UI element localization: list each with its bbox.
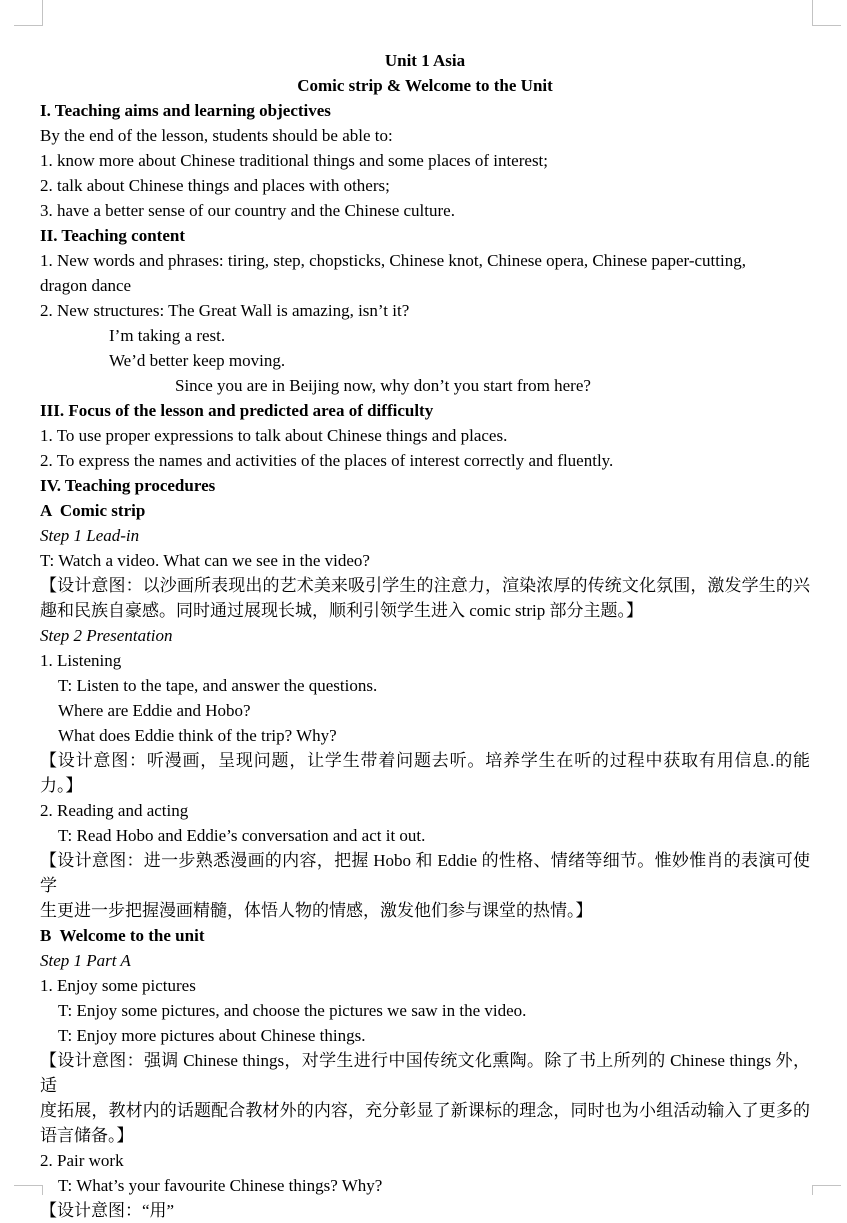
doc-line: III. Focus of the lesson and predicted area of difficulty: [40, 401, 434, 420]
crop-mark-bottom-left: [14, 1185, 43, 1195]
doc-line: 1. Enjoy some pictures: [40, 976, 196, 995]
doc-line: 1. know more about Chinese traditional things and some places of interest;: [40, 151, 548, 170]
doc-line: 生更进一步把握漫画精髓，体悟人物的情感，激发他们参与课堂的热情。】: [40, 901, 593, 920]
doc-line: 2. Reading and acting: [40, 801, 189, 820]
crop-mark-bottom-right: [812, 1185, 841, 1195]
doc-line: We’d better keep moving.: [109, 351, 286, 370]
doc-line: By the end of the lesson, students should be able to:: [40, 126, 393, 145]
doc-line: Unit 1 Asia: [384, 51, 466, 70]
doc-line: 语言储备。】: [40, 1126, 134, 1145]
doc-line: 2. New structures: The Great Wall is amazing, isn’t it?: [40, 301, 410, 320]
doc-line: II. Teaching content: [40, 226, 185, 245]
doc-line: T: Watch a video. What can we see in the video?: [40, 551, 370, 570]
doc-line: T: Listen to the tape, and answer the questions.: [58, 676, 378, 695]
doc-line: 【设计意图：进一步熟悉漫画的内容，把握 Hobo 和 Eddie 的性格、情绪等细节。惟妙惟肖的表演可使学: [40, 851, 810, 895]
doc-line: B Welcome to the unit: [40, 926, 205, 945]
doc-line: 力。】: [40, 776, 83, 795]
doc-line: A Comic strip: [40, 501, 146, 520]
doc-line: 趣和民族自豪感。同时通过展现长城，顺利引领学生进入 comic strip 部分主题。】: [40, 601, 644, 620]
doc-line: 1. New words and phrases: tiring, step, chopsticks, Chinese knot, Chinese opera, Chinese paper-cutting,: [40, 251, 746, 270]
doc-line: I. Teaching aims and learning objectives: [40, 101, 331, 120]
doc-line: 度拓展，教材内的话题配合教材外的内容，充分彰显了新课标的理念，同时也为小组活动输入了更多的: [40, 1101, 810, 1120]
doc-line: 【设计意图：听漫画，呈现问题，让学生带着问题去听。培养学生在听的过程中获取有用信息.的能: [40, 751, 810, 770]
doc-line: T: Enjoy some pictures, and choose the pictures we saw in the video.: [58, 1001, 527, 1020]
doc-line: T: Enjoy more pictures about Chinese things.: [58, 1026, 366, 1045]
doc-line: 1. To use proper expressions to talk about Chinese things and places.: [40, 426, 508, 445]
doc-line: 【设计意图：强调 Chinese things，对学生进行中国传统文化熏陶。除了书上所列的 Chinese things 外，适: [40, 1051, 810, 1095]
doc-line: Since you are in Beijing now, why don’t you start from here?: [175, 376, 591, 395]
doc-line: 2. Pair work: [40, 1151, 124, 1170]
doc-line: 3. have a better sense of our country and the Chinese culture.: [40, 201, 455, 220]
doc-line: 2. To express the names and activities of the places of interest correctly and fluently.: [40, 451, 614, 470]
crop-mark-top-right: [812, 0, 841, 26]
doc-line: IV. Teaching procedures: [40, 476, 216, 495]
doc-line: 2. talk about Chinese things and places with others;: [40, 176, 390, 195]
doc-line: 1. Listening: [40, 651, 122, 670]
doc-line: What does Eddie think of the trip? Why?: [58, 726, 337, 745]
doc-line: T: What’s your favourite Chinese things? Why?: [58, 1176, 383, 1195]
doc-line: 【设计意图：“用”: [40, 1201, 175, 1220]
doc-line: 【设计意图：以沙画所表现出的艺术美来吸引学生的注意力，渲染浓厚的传统文化氛围，激发学生的兴: [40, 576, 810, 595]
doc-line: Comic strip & Welcome to the Unit: [297, 76, 553, 95]
doc-line: Step 2 Presentation: [40, 626, 173, 645]
crop-mark-top-left: [14, 0, 43, 26]
doc-line: Step 1 Lead-in: [40, 526, 140, 545]
doc-line: dragon dance: [40, 276, 132, 295]
doc-line: Step 1 Part A: [40, 951, 131, 970]
doc-line: I’m taking a rest.: [109, 326, 226, 345]
document-lines: [40, 48, 810, 1223]
doc-line: Where are Eddie and Hobo?: [58, 701, 251, 720]
doc-line: T: Read Hobo and Eddie’s conversation and act it out.: [58, 826, 426, 845]
